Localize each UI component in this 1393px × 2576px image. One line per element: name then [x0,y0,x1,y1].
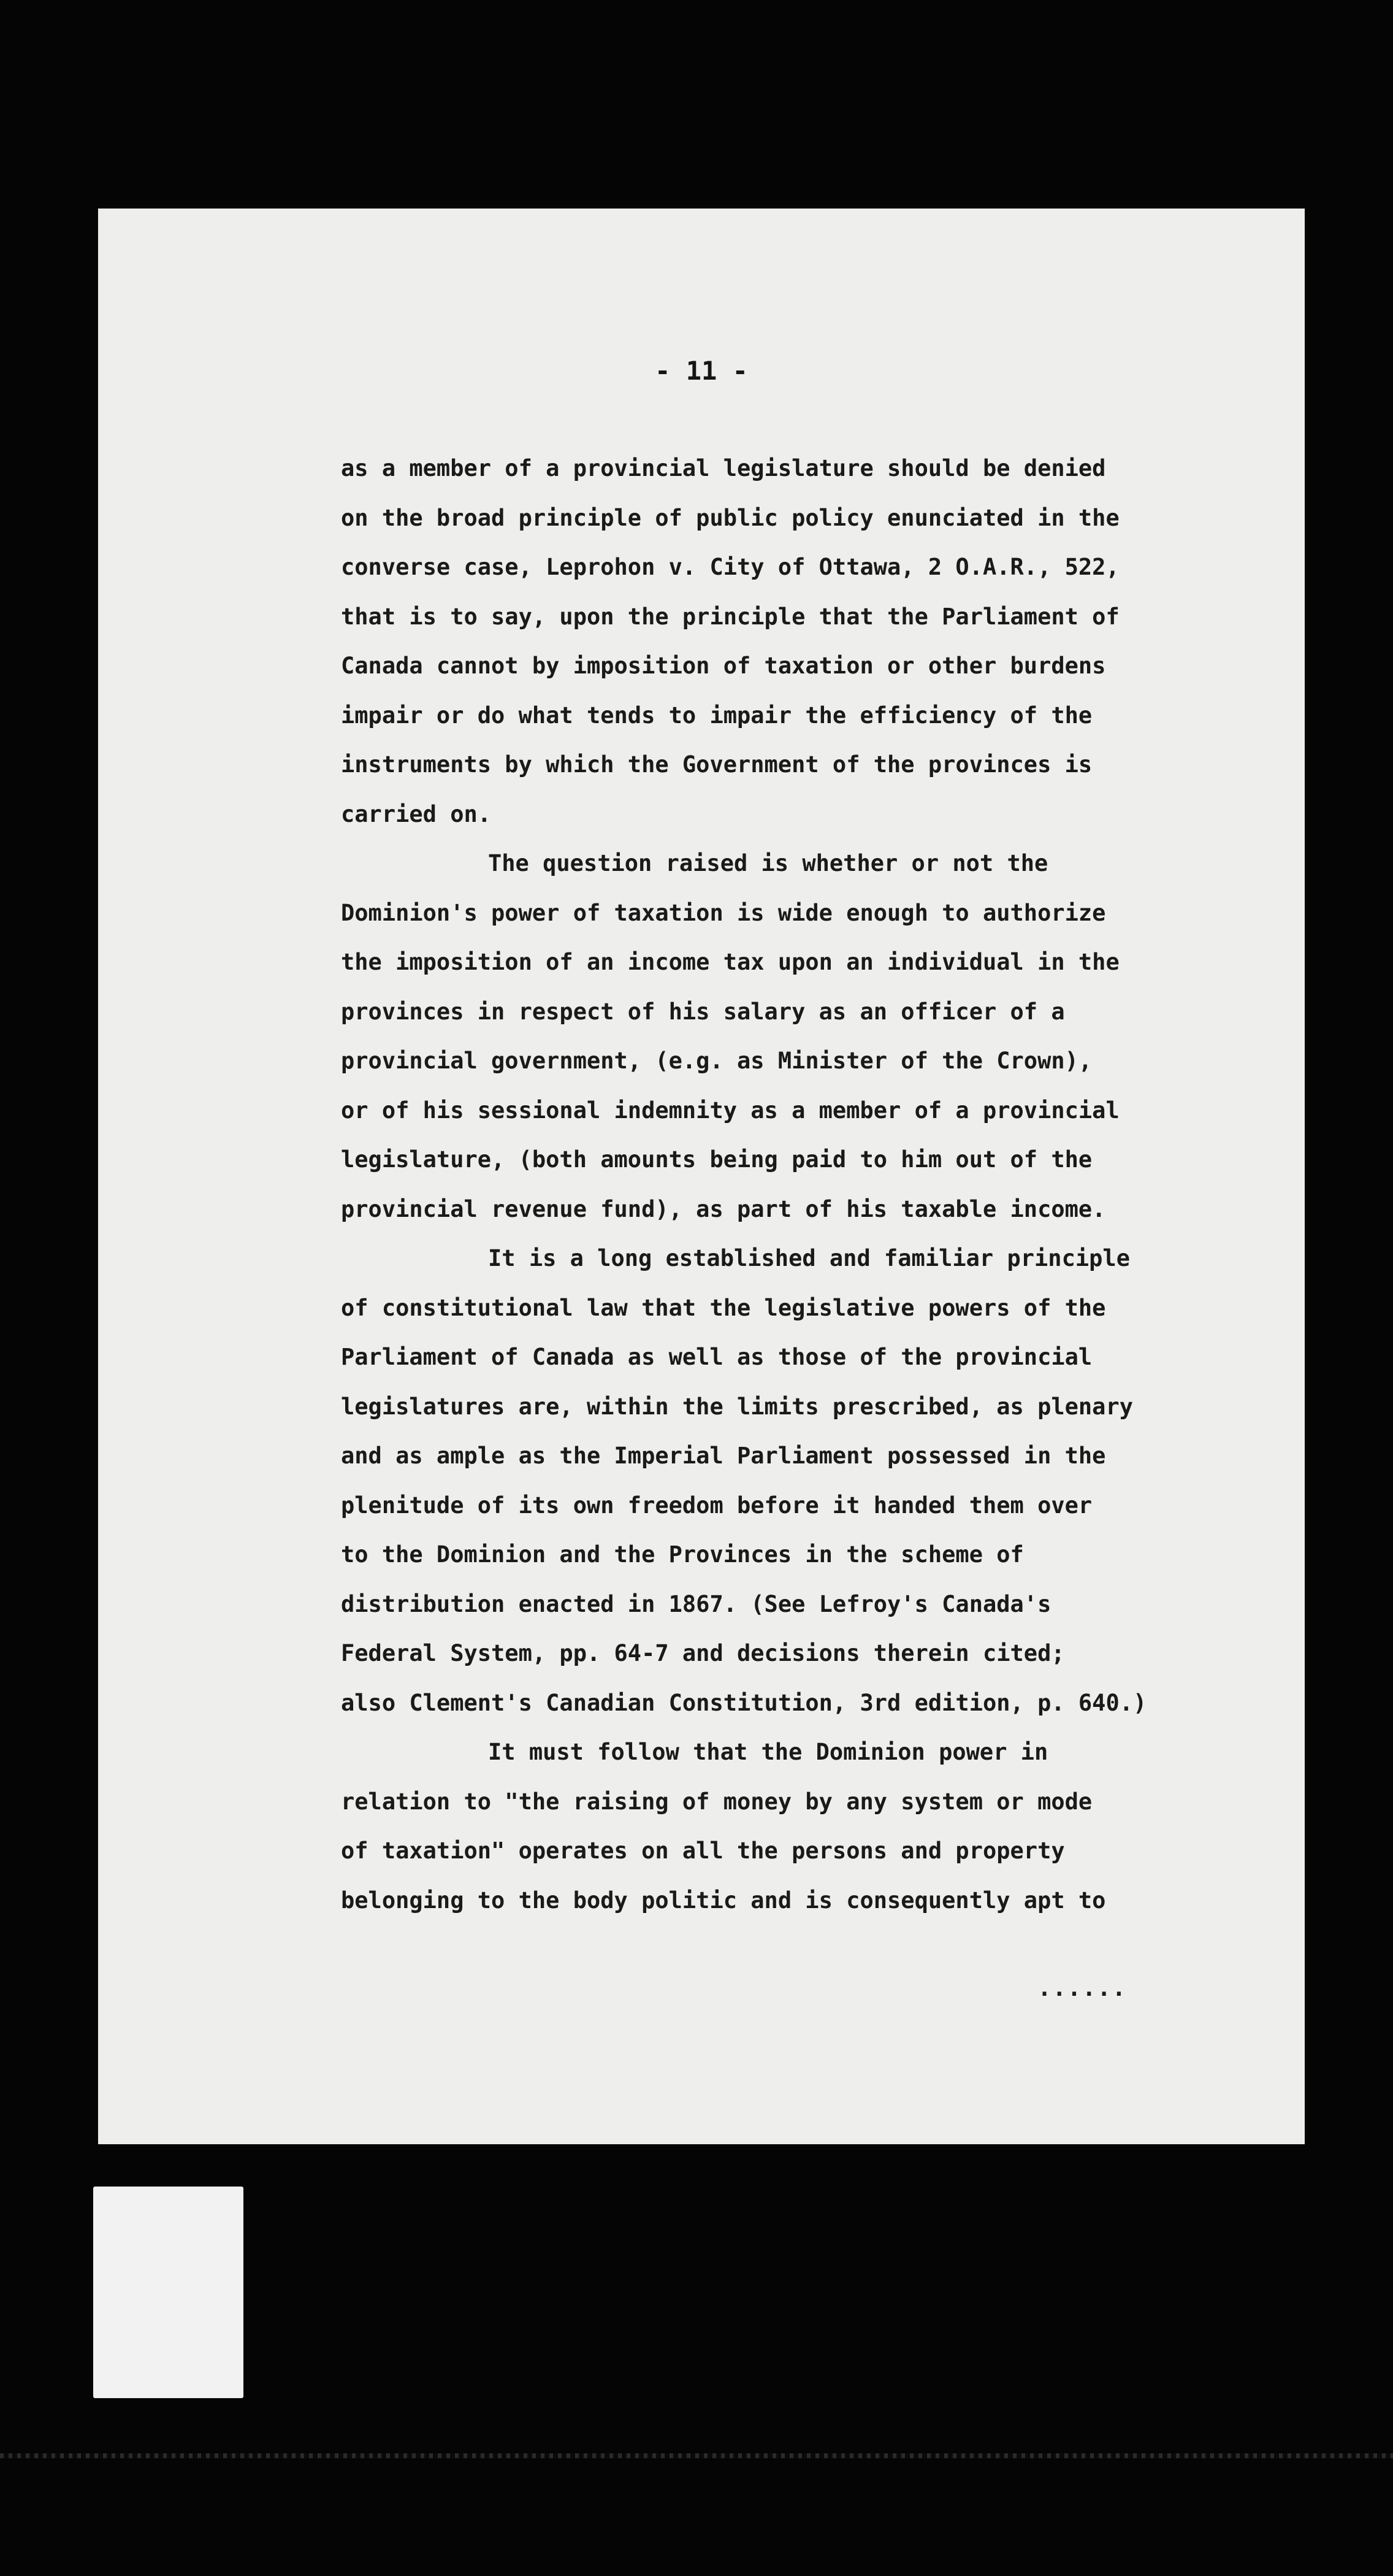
text-line: the imposition of an income tax upon an individual in the [341,949,1120,975]
text-line: instruments by which the Government of the provinces is [341,751,1093,778]
text-line: to the Dominion and the Provinces in the scheme of [341,1541,1024,1568]
text-line: or of his sessional indemnity as a member of a provincial [341,1097,1120,1124]
text-line: Parliament of Canada as well as those of the provincial [341,1344,1093,1370]
text-line: as a member of a provincial legislature should be denied [341,455,1106,481]
text-line: also Clement's Canadian Constitution, 3rd edition, p. 640.) [341,1689,1147,1716]
text-line: belonging to the body politic and is consequently apt to [341,1887,1106,1914]
text-line: carried on. [341,800,492,827]
text-line: of constitutional law that the legislative powers of the [341,1294,1106,1321]
document-page [98,209,1305,2144]
body-text [341,444,1297,1925]
text-line: legislatures are, within the limits prescribed, as plenary [341,1393,1134,1420]
paragraph-start-line: It must follow that the Dominion power in [488,1739,1048,1765]
text-line: relation to "the raising of money by any system or mode [341,1788,1093,1815]
text-line: Canada cannot by imposition of taxation or other burdens [341,653,1106,679]
text-line: and as ample as the Imperial Parliament possessed in the [341,1443,1106,1469]
text-line: provinces in respect of his salary as an officer of a [341,998,1065,1025]
film-edge-strip [0,2453,1393,2458]
text-line: plenitude of its own freedom before it handed them over [341,1492,1093,1519]
paragraph-start-line: The question raised is whether or not the [488,850,1048,876]
text-line: converse case, Leprohon v. City of Ottawa, 2 O.A.R., 522, [341,554,1120,580]
text-line: of taxation" operates on all the persons and property [341,1838,1065,1864]
text-line: Dominion's power of taxation is wide enough to authorize [341,899,1106,926]
continuation-mark: ...... [1037,1975,1127,2001]
text-line: Federal System, pp. 64-7 and decisions therein cited; [341,1640,1065,1666]
paper-slip [93,2187,243,2398]
text-line: that is to say, upon the principle that the Parliament of [341,603,1120,630]
text-line: on the broad principle of public policy enunciated in the [341,504,1120,531]
paragraph-start-line: It is a long established and familiar principle [488,1245,1130,1271]
text-line: legislature, (both amounts being paid to him out of the [341,1146,1093,1173]
text-line: impair or do what tends to impair the efficiency of the [341,702,1093,729]
text-line: provincial government, (e.g. as Minister of the Crown), [341,1048,1093,1074]
text-line: provincial revenue fund), as part of his taxable income. [341,1195,1106,1222]
page-number: - 11 - [655,356,748,386]
text-line: distribution enacted in 1867. (See Lefroy's Canada's [341,1590,1051,1617]
